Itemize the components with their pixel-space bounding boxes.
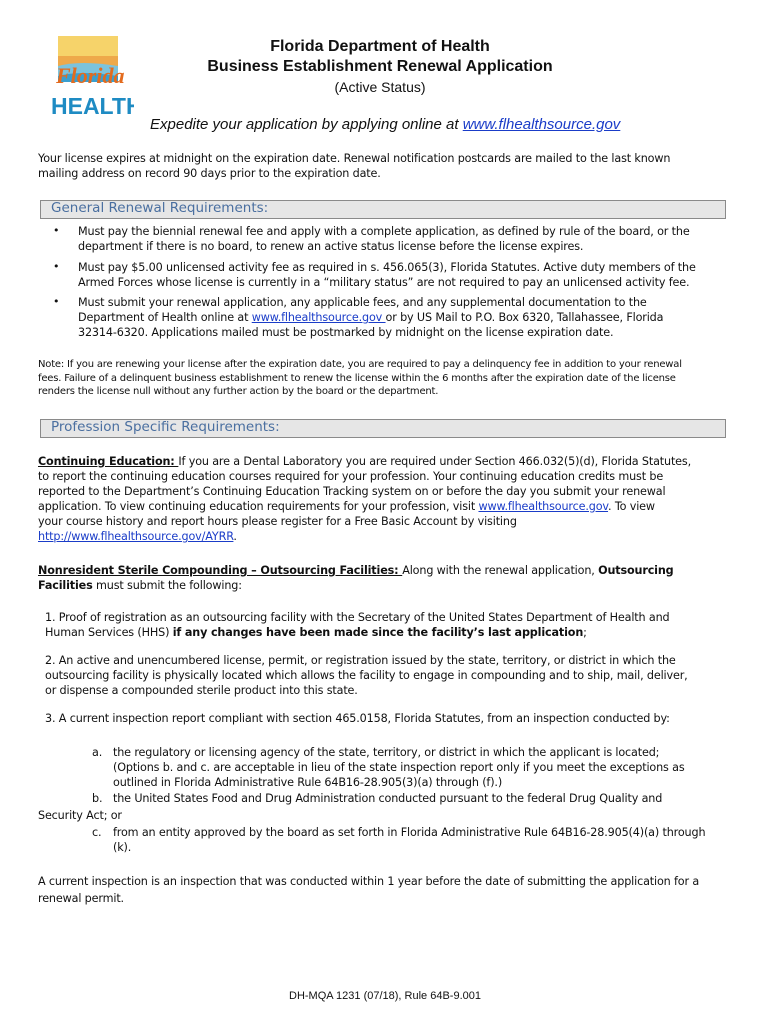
general-requirements-header — [40, 200, 726, 219]
form-id-footer: DH-MQA 1231 (07/18), Rule 64B-9.001 — [289, 990, 481, 1002]
florida-health-logo — [50, 36, 134, 120]
item-text: Human Services (HHS) — [45, 626, 173, 639]
ce-requirements-link[interactable]: www.flhealthsource.gov — [478, 500, 609, 513]
ns-label: Nonresident Sterile Compounding – Outsourcing Facilities: — [38, 564, 403, 577]
requirement-line: Must pay $5.00 unlicensed activity fee as required in s. 456.065(3), Florida Statutes. Active duty members of the — [78, 261, 696, 274]
item-text: ; — [583, 626, 587, 639]
note-line: Note: If you are renewing your license after the expiration date, you are required to pay a delinquency fee in addition to your renewal — [38, 359, 682, 370]
continuing-education-paragraph — [38, 454, 738, 544]
ce-text: . — [233, 530, 237, 543]
note-line: renders the license null without any further action by the board or the department. — [38, 386, 439, 397]
logo-graphic — [50, 36, 134, 120]
requirement-line: Must submit your renewal application, any applicable fees, and any supplemental documentation to the — [78, 296, 647, 309]
ce-line — [38, 499, 738, 514]
requirement-fee — [78, 224, 728, 254]
sub-line: the regulatory or licensing agency of the state, territory, or district in which the applicant is located; — [113, 746, 660, 759]
intro-line: mailing address on record 90 days prior to the expiration date. — [38, 167, 381, 180]
ns-text: must submit the following: — [92, 579, 242, 592]
nonresident-compounding-paragraph — [38, 563, 738, 593]
sub-item-marker: b. — [92, 792, 103, 805]
ce-text: application. To view continuing education requirements for your profession, visit — [38, 500, 479, 513]
definition-line: A current inspection is an inspection that was conducted within 1 year before the date of submitting the application for a — [38, 875, 700, 888]
requirement-text: Department of Health online at — [78, 311, 252, 324]
outsourcing-item-2 — [45, 653, 735, 698]
sub-line: (Options b. and c. are acceptable in lieu of the state inspection report only if you meet the exceptions as — [113, 761, 685, 774]
ce-text: . To view — [608, 500, 655, 513]
ce-line: reported to the Department’s Continuing Education Tracking system on or before the day you submit your renewal — [38, 485, 666, 498]
definition-line: renewal permit. — [38, 892, 124, 905]
profession-requirements-header — [40, 419, 726, 438]
requirement-line: Armed Forces whose license is currently in a “military status” are not required to pay an unlicensed activity fee. — [78, 276, 690, 289]
requirement-line: department if there is no board, to renew an active status license before the license expires. — [78, 240, 584, 253]
sub-item-marker: c. — [92, 826, 102, 839]
item-line — [45, 625, 735, 640]
bullet-icon: • — [53, 260, 60, 273]
note-line: fees. Failure of a delinquent business establishment to renew the license within the 6 months after the expiration date of the license — [38, 372, 676, 384]
section-heading: General Renewal Requirements: — [51, 200, 269, 216]
item-line: or dispense a compounded sterile product into this state. — [45, 684, 358, 697]
requirement-line — [78, 310, 728, 325]
logo-word-florida: Florida — [56, 63, 125, 88]
logo-word-health: HEALTH — [51, 93, 134, 119]
sub-item-b-line1: the United States Food and Drug Administration conducted pursuant to the federal Drug Quality and — [113, 792, 663, 805]
current-inspection-definition — [38, 873, 748, 907]
requirement-unlicensed-fee — [78, 260, 728, 290]
ns-text: Along with the renewal application, — [402, 564, 599, 577]
sub-item-a — [113, 745, 733, 790]
sub-item-marker: a. — [92, 746, 103, 759]
item-line: 1. Proof of registration as an outsourcing facility with the Secretary of the United States Department of Health and — [45, 611, 670, 624]
sub-item-c — [113, 825, 733, 855]
sub-line: from an entity approved by the board as set forth in Florida Administrative Rule 64B16-28.905(4)(a) through — [113, 826, 706, 839]
item-line: outsourcing facility is physically located which allows the facility to engage in compounding and to ship, mail, deliver, — [45, 669, 688, 682]
requirement-line: Must pay the biennial renewal fee and apply with a complete application, as defined by rule of the board, or the — [78, 225, 690, 238]
delinquency-note — [38, 358, 738, 399]
section-heading: Profession Specific Requirements: — [51, 419, 280, 435]
bullet-icon: • — [53, 295, 60, 308]
page-subtitle: Business Establishment Renewal Application — [207, 58, 553, 75]
expedite-link[interactable]: www.flhealthsource.gov — [462, 116, 621, 133]
item-bold: if any changes have been made since the facility’s last application — [172, 626, 584, 639]
expedite-text: Expedite your application by applying online at — [150, 116, 463, 133]
outsourcing-item-3: 3. A current inspection report compliant with section 465.0158, Florida Statutes, from an inspection conducted by: — [45, 712, 670, 725]
requirement-line: 32314-6320. Applications mailed must be postmarked by midnight on the license expiration date. — [78, 326, 614, 339]
ns-line — [38, 563, 738, 578]
intro-line: Your license expires at midnight on the expiration date. Renewal notification postcards are mailed to the last known — [38, 152, 671, 165]
ce-label: Continuing Education: — [38, 455, 179, 468]
ayrr-link[interactable]: http://www.flhealthsource.gov/AYRR — [38, 530, 234, 543]
expedite-line — [150, 116, 620, 133]
requirement-text: or by US Mail to P.O. Box 6320, Tallahassee, Florida — [385, 311, 664, 324]
ns-bold: Facilities — [38, 579, 93, 592]
ce-line — [38, 454, 738, 469]
ns-bold: Outsourcing — [598, 564, 674, 577]
intro-paragraph — [38, 151, 738, 181]
bullet-icon: • — [53, 224, 60, 237]
ce-line: to report the continuing education courses required for your profession. Your continuing education credits must be — [38, 470, 664, 483]
sub-line: outlined in Florida Administrative Rule 64B16-28.905(3)(a) through (f).) — [113, 776, 503, 789]
sub-item-b-line2: Security Act; or — [38, 809, 122, 822]
outsourcing-item-1 — [45, 610, 735, 640]
flhealthsource-link[interactable]: www.flhealthsource.gov — [251, 311, 386, 324]
ce-text: If you are a Dental Laboratory you are required under Section 466.032(5)(d), Florida Statutes, — [178, 455, 692, 468]
item-line: 2. An active and unencumbered license, permit, or registration issued by the state, territory, or district in which the — [45, 654, 676, 667]
sub-line: (k). — [113, 841, 132, 854]
requirement-submit — [78, 295, 728, 340]
ce-line — [38, 529, 738, 544]
ce-line: your course history and report hours please register for a Free Basic Account by visiting — [38, 515, 517, 528]
ns-line — [38, 578, 738, 593]
status-label: (Active Status) — [334, 79, 426, 95]
page-title: Florida Department of Health — [270, 38, 490, 55]
